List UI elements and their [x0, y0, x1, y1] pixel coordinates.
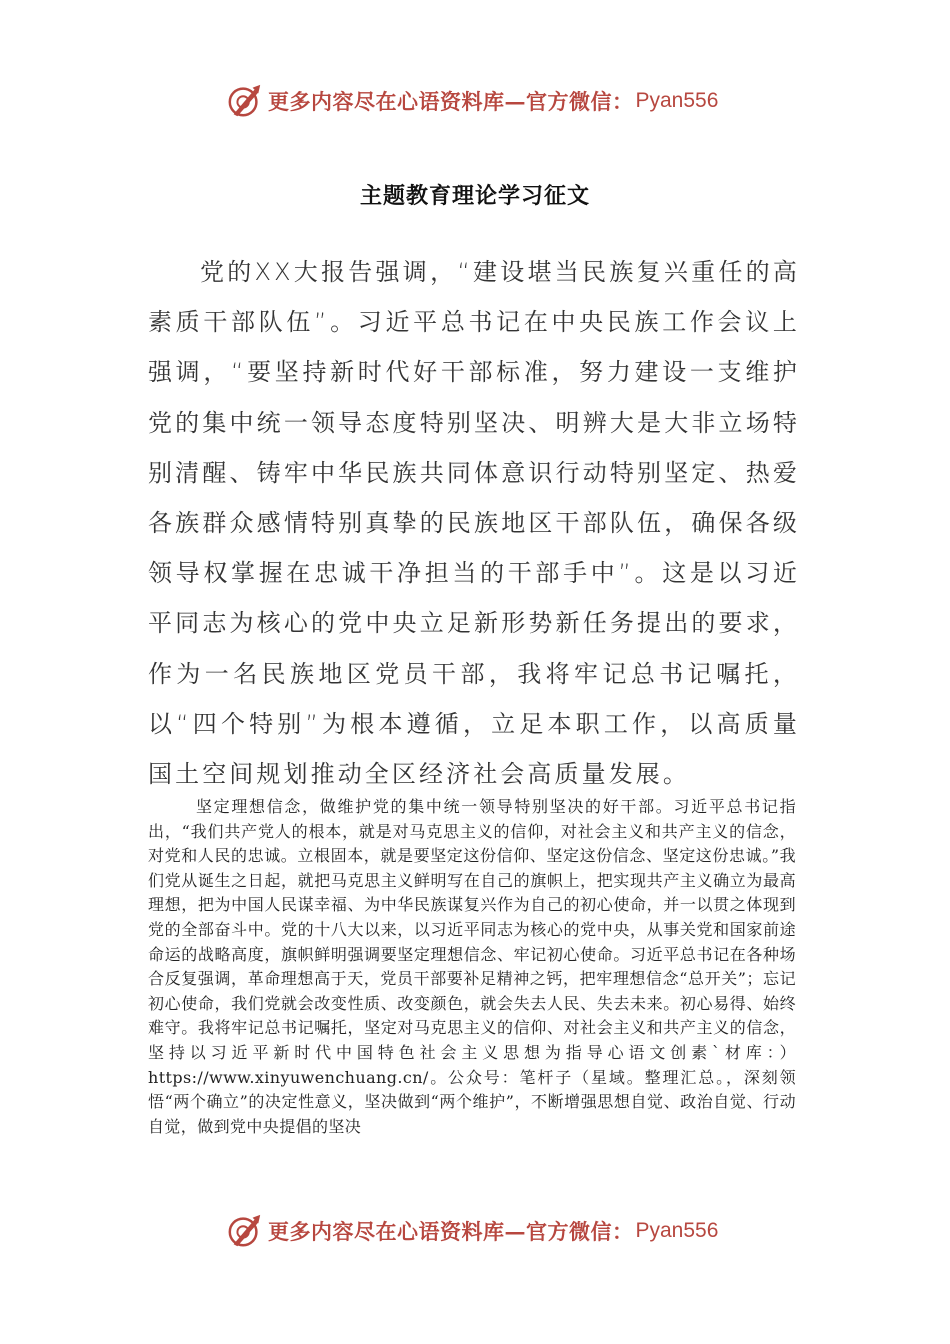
body-paragraph: 坚定理想信念，做维护党的集中统一领导特别坚决的好干部。习近平总书记指出，“我们共产党人的根本，就是对马克思主义的信仰，对社会主义和共产主义的信念，对党和人民的忠诚。立根固本，就是要坚定这份信仰、坚定这份信念、坚定这份忠诚。”我们党从诞生之日起，就把马克思主义鲜明写在自己的旗帜上，把实现共产主义确立为最高理想，把为中国人民谋幸福、为中华民族谋复兴作为自己的初心使命，并一以贯之体现到党的全部奋斗中。党的十八大以来，以习近平同志为核心的党中央，从事关党和国家前途命运的战略高度，旗帜鲜明强调要坚定理想信念、牢记初心使命。习近平总书记在各种场合反复强调，革命理想高于天，党员干部要补足精神之钙，把牢理想信念“总开关”；忘记初心使命，我们党就会改变性质、改变颜色，就会失去人民、失去未来。初心易得、始终难守。我将牢记总书记嘱托，坚定对马克思主义的信仰、对社会主义和共产主义的信念，坚持以习近平新时代中国特色社会主义思想为指导心语文创素`材库：）https://www.xinyuwenchuang.cn/。公众号：笔杆子（星域。整理汇总。，深刻领悟“两个确立”的决定性意义，坚决做到“两个维护”，不断增强思想自觉、政治自觉、行动自觉，做到党中央提倡的坚决 — [148, 797, 796, 1136]
footer-banner — [226, 1211, 718, 1251]
pen-logo-icon — [226, 82, 264, 120]
lead-paragraph: 党的XX大报告强调，“建设堪当民族复兴重任的高素质干部队伍”。习近平总书记在中央民族工作会议上强调，“要坚持新时代好干部标准，努力建设一支维护党的集中统一领导态度特别坚决、明辨大是大非立场特别清醒、铸牢中华民族共同体意识行动特别坚定、热爱各族群众感情特别真挚的民族地区干部队伍，确保各级领导权掌握在忠诚干净担当的干部手中”。这是以习近平同志为核心的党中央立足新形势新任务提出的要求，作为一名民族地区党员干部，我将牢记总书记嘱托，以“四个特别”为根本遵循，立足本职工作，以高质量国土空间规划推动全区经济社会高质量发展。 — [148, 258, 800, 789]
document-title: 主题教育理论学习征文 — [359, 184, 590, 209]
pen-logo-icon — [226, 1212, 264, 1250]
footer-banner-text: 更多内容尽在心语资料库—官方微信： — [268, 1219, 634, 1244]
header-banner — [226, 81, 718, 121]
header-banner-text: 更多内容尽在心语资料库—官方微信： — [268, 89, 634, 114]
footer-banner-id: Pyan556 — [635, 1219, 719, 1242]
header-banner-id: Pyan556 — [635, 89, 719, 112]
